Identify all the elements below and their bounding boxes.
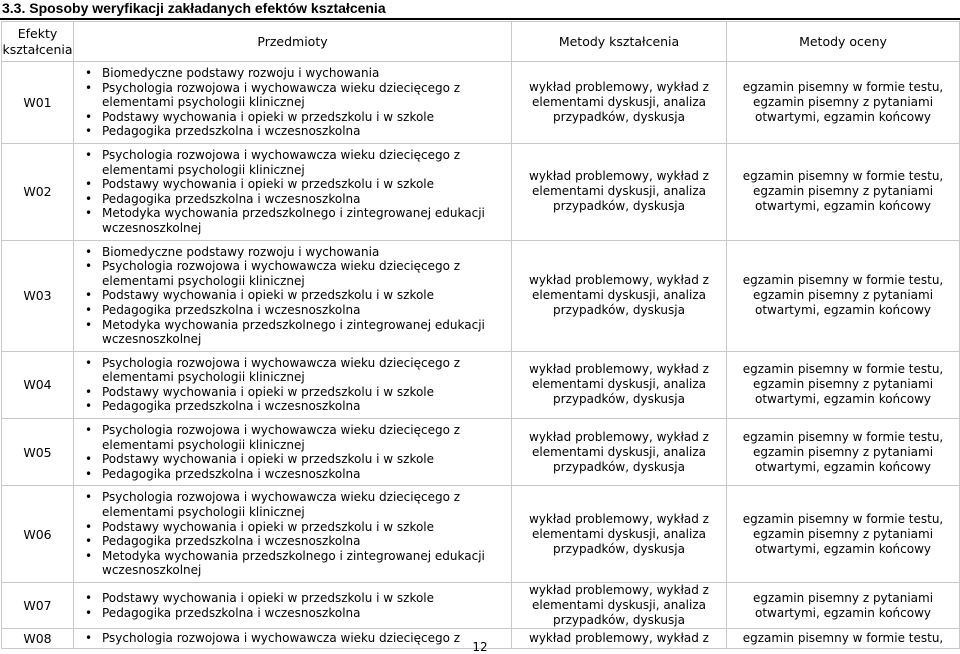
subject-line: • Biomedyczne podstawy rozwoju i wychowania [102, 66, 380, 80]
assessment-method-line: otwartymi, egzamin końcowy [754, 541, 932, 556]
teaching-methods-cell [512, 419, 727, 486]
subject-line: wczesnoszkolnej [102, 220, 202, 235]
subject-item [74, 288, 507, 303]
table-row [2, 62, 960, 144]
header-przedmioty: Przedmioty [74, 22, 512, 62]
subject-line: • Podstawy wychowania i opieki w przedszkolu i w szkole [102, 109, 435, 124]
teaching-method-line: wykład problemowy, wykład z [529, 169, 709, 184]
subject-line: elementami psychologii klinicznej [102, 273, 305, 288]
subject-line: • Biomedyczne podstawy rozwoju i wychowania [102, 244, 380, 259]
assessment-method-line: otwartymi, egzamin końcowy [754, 605, 932, 620]
effect-code: W03 [2, 240, 74, 351]
teaching-method-line: elementami dyskusji, analiza [531, 444, 706, 459]
subjects-list [74, 148, 511, 236]
subject-item [74, 534, 507, 549]
teaching-method-line: elementami dyskusji, analiza [531, 184, 706, 199]
subjects-cell [74, 486, 512, 583]
teaching-method-line: przypadków, dyskusja [553, 392, 685, 407]
teaching-method-line: wykład problemowy, wykład z [529, 79, 709, 94]
teaching-methods-cell [512, 351, 727, 418]
subjects-list [74, 245, 511, 347]
subject-item [74, 490, 507, 519]
assessment-method-line: egzamin pisemny z pytaniami [752, 288, 934, 303]
assessment-method-line: egzamin pisemny w formie testu, [742, 429, 944, 444]
effect-code: W08 [2, 629, 74, 649]
teaching-method-line: elementami dyskusji, analiza [531, 377, 706, 392]
subject-item [74, 356, 507, 385]
subject-line: • Pedagogika przedszkolna i wczesnoszkolna [102, 466, 361, 481]
assessment-methods-cell [727, 419, 960, 486]
table-row [2, 583, 960, 629]
subject-item [74, 318, 507, 347]
subject-item [74, 124, 507, 139]
subject-line: • Podstawy wychowania i opieki w przedszkolu i w szkole [102, 452, 435, 467]
subject-line: elementami psychologii klinicznej [102, 505, 305, 520]
teaching-method-line: elementami dyskusji, analiza [531, 288, 706, 303]
subjects-list [74, 423, 511, 481]
subject-line: • Psychologia rozwojowa i wychowawcza wieku dziecięcego z [102, 490, 461, 505]
subject-line: • Psychologia rozwojowa i wychowawcza wieku dziecięcego z [102, 423, 461, 438]
table-body [2, 62, 960, 649]
teaching-method-line: elementami dyskusji, analiza [531, 526, 706, 541]
table-row [2, 351, 960, 418]
subject-line: elementami psychologii klinicznej [102, 370, 305, 385]
header-efekty: Efekty kształcenia [2, 22, 74, 62]
subjects-list [74, 490, 511, 578]
subject-line: elementami psychologii klinicznej [102, 162, 305, 177]
effect-code: W02 [2, 143, 74, 240]
subject-line: • Pedagogika przedszkolna i wczesnoszkolna [102, 191, 361, 206]
teaching-method-line: wykład problemowy, wykład z [529, 631, 709, 645]
effect-code: W07 [2, 583, 74, 629]
assessment-methods-cell [727, 240, 960, 351]
effect-code: W01 [2, 62, 74, 144]
assessment-method-line: egzamin pisemny z pytaniami [752, 590, 934, 605]
subjects-cell [74, 143, 512, 240]
assessment-methods-cell [727, 583, 960, 629]
subject-line: • Metodyka wychowania przedszkolnego i zintegrowanej edukacji [102, 317, 485, 332]
subject-line: • Podstawy wychowania i opieki w przedszkolu i w szkole [102, 590, 435, 605]
assessment-methods-cell [727, 143, 960, 240]
subject-item [74, 467, 507, 482]
subject-item [74, 110, 507, 125]
subject-line: • Psychologia rozwojowa i wychowawcza wieku dziecięcego z [102, 147, 461, 162]
assessment-methods-cell [727, 351, 960, 418]
subject-line: elementami psychologii klinicznej [102, 437, 305, 452]
teaching-methods-cell [512, 143, 727, 240]
subjects-list [74, 591, 511, 620]
subject-line: • Psychologia rozwojowa i wychowawcza wieku dziecięcego z [102, 80, 461, 95]
assessment-method-line: egzamin pisemny z pytaniami [752, 377, 934, 392]
teaching-method-line: wykład problemowy, wykład z [529, 362, 709, 377]
effect-code: W06 [2, 486, 74, 583]
assessment-method-line: egzamin pisemny z pytaniami [752, 94, 934, 109]
assessment-method-line: egzamin pisemny z pytaniami [752, 444, 934, 459]
teaching-method-line: wykład problemowy, wykład z [529, 429, 709, 444]
teaching-methods-cell [512, 583, 727, 629]
subject-line: • Psychologia rozwojowa i wychowawcza wieku dziecięcego z [102, 259, 461, 274]
subject-item [74, 591, 507, 606]
effect-code: W04 [2, 351, 74, 418]
assessment-method-line: egzamin pisemny w formie testu, [742, 79, 944, 94]
subject-line: • Psychologia rozwojowa i wychowawcza wieku dziecięcego z [102, 355, 461, 370]
subject-line: • Podstawy wychowania i opieki w przedszkolu i w szkole [102, 288, 435, 303]
teaching-methods-cell [512, 240, 727, 351]
subjects-cell [74, 583, 512, 629]
subject-line: wczesnoszkolnej [102, 332, 202, 347]
section-heading: 3.3. Sposoby weryfikacji zakładanych efektów kształcenia [2, 0, 386, 16]
subject-item [74, 606, 507, 621]
teaching-method-line: przypadków, dyskusja [553, 199, 685, 214]
subject-line: • Podstawy wychowania i opieki w przedszkolu i w szkole [102, 519, 435, 534]
subject-line: elementami psychologii klinicznej [102, 95, 305, 110]
subject-item [74, 399, 507, 414]
teaching-method-line: elementami dyskusji, analiza [531, 598, 706, 612]
subject-item [74, 177, 507, 192]
teaching-method-line: przypadków, dyskusja [553, 303, 685, 318]
subject-item [74, 148, 507, 177]
assessment-method-line: egzamin pisemny w formie testu, [742, 511, 944, 526]
subjects-list [74, 66, 511, 139]
table-row [2, 486, 960, 583]
verification-table [1, 21, 960, 649]
teaching-methods-cell [512, 486, 727, 583]
teaching-method-line: przypadków, dyskusja [553, 613, 685, 627]
teaching-method-line: wykład problemowy, wykład z [529, 511, 709, 526]
assessment-method-line: otwartymi, egzamin końcowy [754, 199, 932, 214]
subject-item [74, 66, 507, 81]
subject-item [74, 245, 507, 260]
teaching-method-line: przypadków, dyskusja [553, 541, 685, 556]
subject-line: • Pedagogika przedszkolna i wczesnoszkolna [102, 302, 361, 317]
teaching-methods-cell [512, 62, 727, 144]
assessment-method-line: otwartymi, egzamin końcowy [754, 392, 932, 407]
subject-line: • Metodyka wychowania przedszkolnego i zintegrowanej edukacji [102, 548, 485, 563]
assessment-method-line: otwartymi, egzamin końcowy [754, 303, 932, 318]
table-row [2, 240, 960, 351]
assessment-method-line: egzamin pisemny z pytaniami [752, 526, 934, 541]
header-metody-ksztalcenia: Metody kształcenia [512, 22, 727, 62]
assessment-method-line: egzamin pisemny w formie testu, [742, 631, 944, 645]
assessment-method-line: egzamin pisemny w formie testu, [742, 273, 944, 288]
teaching-method-line: przypadków, dyskusja [553, 459, 685, 474]
subject-line: wczesnoszkolnej [102, 563, 202, 578]
table-header-row [2, 22, 960, 62]
subject-line: • Metodyka wychowania przedszkolnego i zintegrowanej edukacji [102, 206, 485, 221]
subject-line: • Pedagogika przedszkolna i wczesnoszkolna [102, 534, 361, 549]
subject-line: • Pedagogika przedszkolna i wczesnoszkolna [102, 124, 361, 139]
effect-code: W05 [2, 419, 74, 486]
assessment-method-line: otwartymi, egzamin końcowy [754, 459, 932, 474]
teaching-method-line: wykład problemowy, wykład z [529, 583, 709, 597]
teaching-method-line: przypadków, dyskusja [553, 109, 685, 124]
subject-item [74, 192, 507, 207]
table-row [2, 419, 960, 486]
assessment-method-line: egzamin pisemny w formie testu, [742, 169, 944, 184]
subject-item [74, 452, 507, 467]
table-row [2, 143, 960, 240]
subject-item [74, 385, 507, 400]
subject-item [74, 206, 507, 235]
subject-line: • Podstawy wychowania i opieki w przedszkolu i w szkole [102, 177, 435, 192]
assessment-methods-cell [727, 62, 960, 144]
teaching-method-line: elementami dyskusji, analiza [531, 94, 706, 109]
assessment-method-line: egzamin pisemny z pytaniami [752, 184, 934, 199]
subject-item [74, 303, 507, 318]
subjects-cell [74, 351, 512, 418]
subject-item [74, 259, 507, 288]
subjects-cell [74, 419, 512, 486]
assessment-method-line: otwartymi, egzamin końcowy [754, 109, 932, 124]
assessment-methods-cell [727, 486, 960, 583]
subject-line: • Pedagogika przedszkolna i wczesnoszkolna [102, 605, 361, 620]
subject-item [74, 423, 507, 452]
subject-item [74, 81, 507, 110]
teaching-method-line: wykład problemowy, wykład z [529, 273, 709, 288]
heading-underline [0, 18, 960, 20]
subjects-cell [74, 240, 512, 351]
subjects-list [74, 356, 511, 414]
subject-line: • Psychologia rozwojowa i wychowawcza wieku dziecięcego z [102, 631, 461, 646]
header-metody-oceny: Metody oceny [727, 22, 960, 62]
page-number: 12 [472, 640, 488, 654]
subject-item [74, 520, 507, 535]
subjects-cell [74, 62, 512, 144]
subject-line: • Podstawy wychowania i opieki w przedszkolu i w szkole [102, 384, 435, 399]
subject-line: • Pedagogika przedszkolna i wczesnoszkolna [102, 399, 361, 414]
subject-item [74, 549, 507, 578]
assessment-method-line: egzamin pisemny w formie testu, [742, 362, 944, 377]
